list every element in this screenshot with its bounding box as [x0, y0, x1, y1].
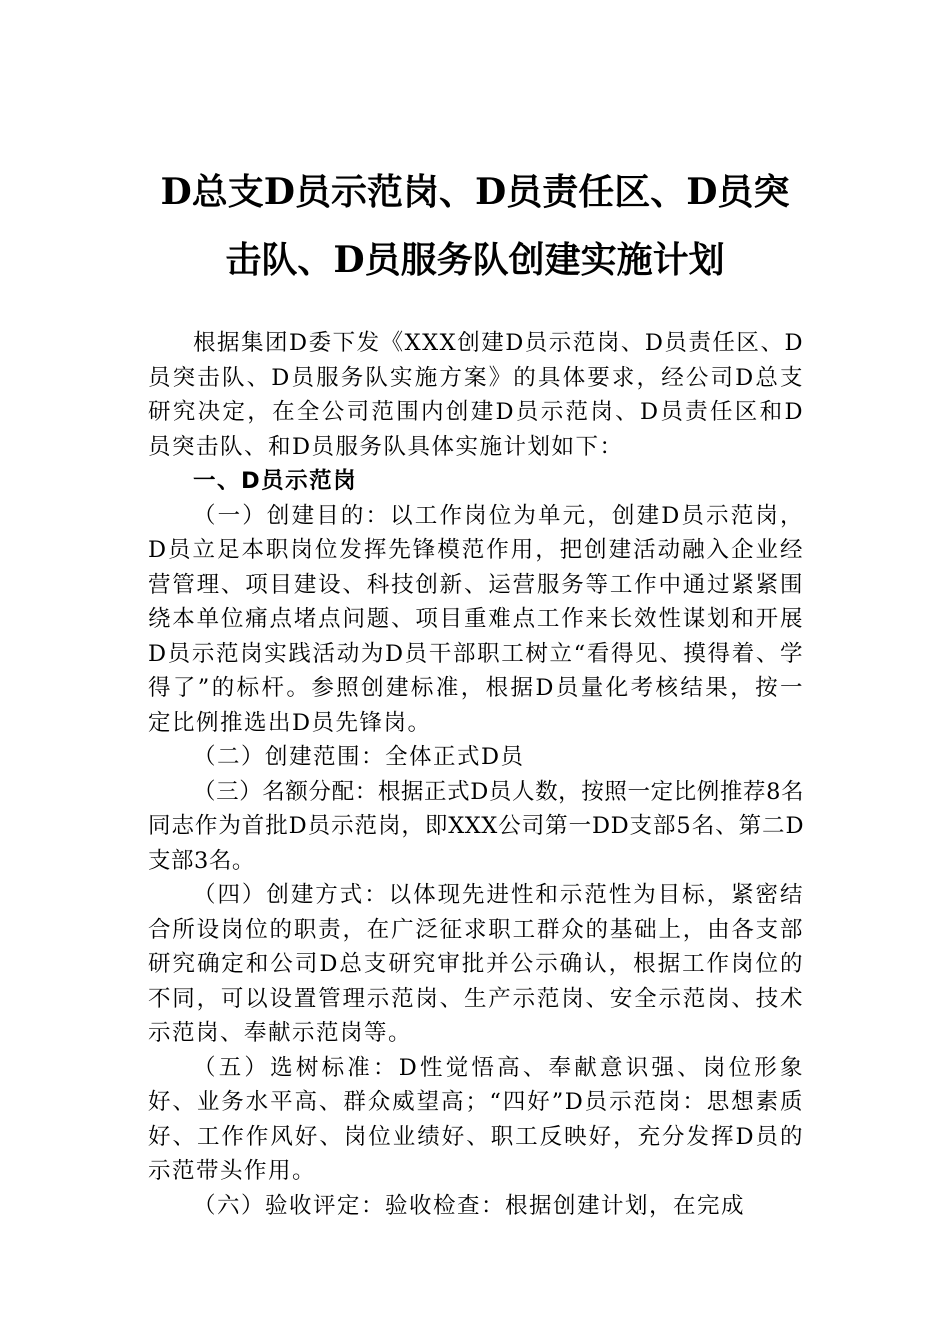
paragraph-item-5: （五）选树标准：D性觉悟高、奉献意识强、岗位形象好、业务水平高、群众威望高；“四好”D员示范岗：思想素质好、工作作风好、岗位业绩好、职工反映好，充分发挥D员的示范带头作用。	[148, 1054, 804, 1184]
section-heading-1: 一、D员示范岗	[193, 468, 358, 494]
intro-paragraph: 根据集团D委下发《XXX创建D员示范岗、D员责任区、D员突击队、D员服务队实施方案》的具体要求，经公司D总支研究决定，在全公司范围内创建D员示范岗、D员责任区和D员突击队、和D员服务队具体实施计划如下：	[148, 330, 804, 460]
paragraph-item-1: （一）创建目的：以工作岗位为单元，创建D员示范岗，D员立足本职岗位发挥先锋模范作用，把创建活动融入企业经营管理、项目建设、科技创新、运营服务等工作中通过紧紧围绕本单位痛点堵点问题、项目重难点工作来长效性谋划和开展D员示范岗实践活动为D员干部职工树立“看得见、摸得着、学得了”的标杆。参照创建标准，根据D员量化考核结果，按一定比例推选出D员先锋岗。	[148, 502, 804, 736]
document-title-line-2: 击队、D员服务队创建实施计划	[225, 239, 725, 281]
paragraph-item-6: （六）验收评定：验收检查：根据创建计划，在完成	[193, 1192, 746, 1219]
document-body	[148, 326, 804, 1223]
document-title-line-1: D总支D员示范岗、D员责任区、D员突	[160, 171, 790, 213]
paragraph-item-4: （四）创建方式：以体现先进性和示范性为目标，紧密结合所设岗位的职责，在广泛征求职工群众的基础上，由各支部研究确定和公司D总支研究审批并公示确认，根据工作岗位的不同，可以设置管理示范岗、生产示范岗、安全示范岗、技术示范岗、奉献示范岗等。	[148, 882, 804, 1046]
paragraph-item-2: （二）创建范围：全体正式D员	[193, 744, 525, 770]
paragraph-item-3: （三）名额分配：根据正式D员人数，按照一定比例推荐8名同志作为首批D员示范岗，即XXX公司第一DD支部5名、第二D支部3名。	[148, 778, 804, 874]
